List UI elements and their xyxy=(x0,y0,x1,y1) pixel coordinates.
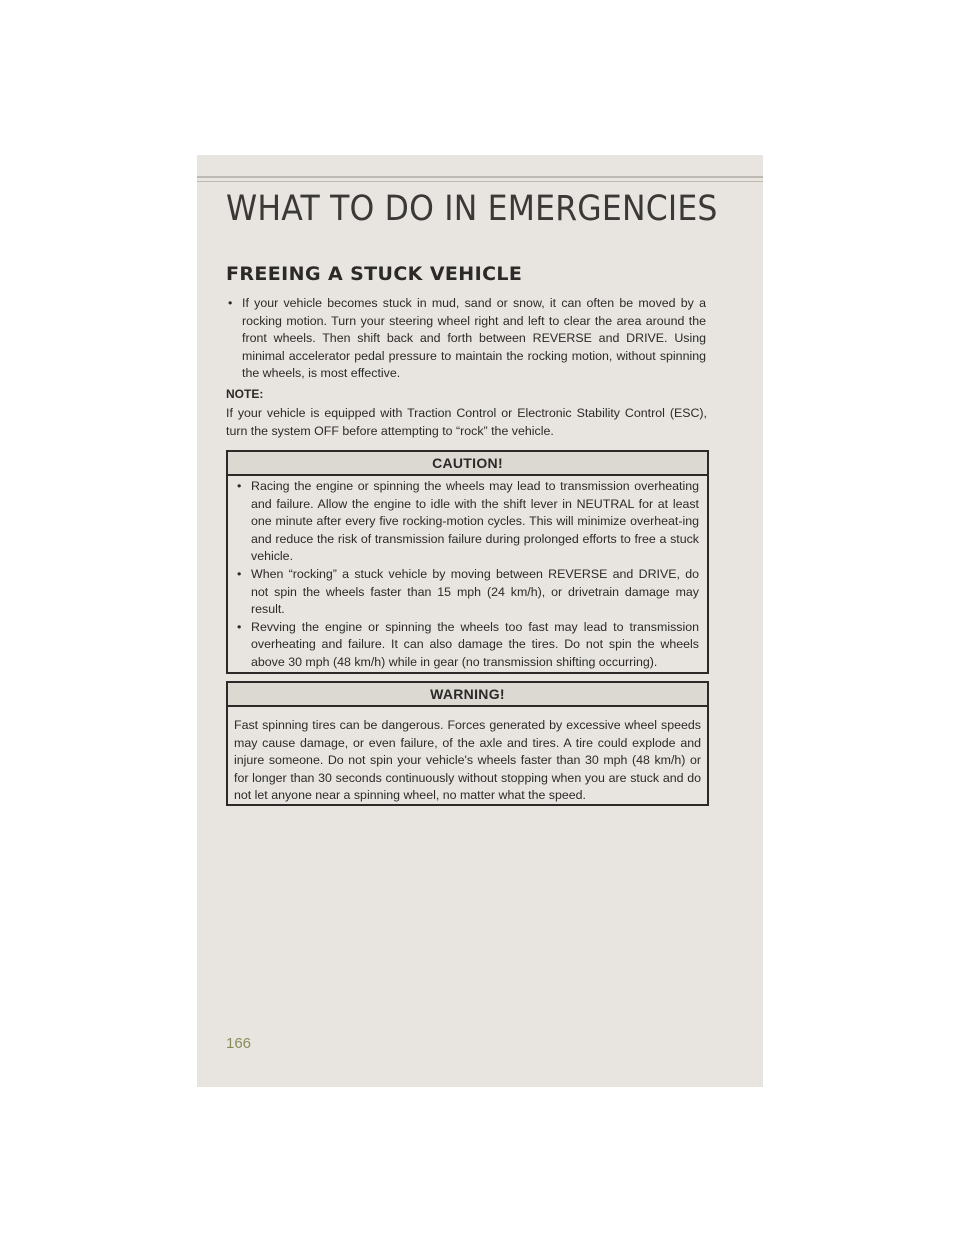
caution-item-text: When “rocking” a stuck vehicle by moving between REVERSE and DRIVE, do not spin the wheels faster than 15 mph (24 km/h), or drivetrain damage may result. xyxy=(251,566,699,617)
warning-title: WARNING! xyxy=(228,683,707,707)
warning-text: Fast spinning tires can be dangerous. Forces generated by excessive wheel speeds may cause damage, or even failure, of the axle and tires. A tire could explode and injure someone. Do not spin your vehicle's wheels faster than 30 mph (48 km/h) or for longer than 30 seconds continuously without stopping when you are stuck and do not let anyone near a spinning wheel, no matter what the speed. xyxy=(234,718,701,803)
list-item xyxy=(237,478,699,566)
section-heading: FREEING A STUCK VEHICLE xyxy=(226,263,523,285)
caution-item-text: Racing the engine or spinning the wheels may lead to transmission overheating and failure. Allow the engine to idle with the shift lever in NEUTRAL for at least one minute after every five rocking-motion cycles. This will minimize overheat-ing and reduce the risk of transmission failure during prolonged efforts to free a stuck vehicle. xyxy=(251,479,699,564)
caution-item-text: Revving the engine or spinning the wheels too fast may lead to transmission overheating and failure. It can also damage the tires. Do not spin the wheels above 30 mph (48 km/h) while in gear (no transmission shifting occurring). xyxy=(251,619,699,669)
bullet-text: If your vehicle becomes stuck in mud, sand or snow, it can often be moved by a rocking motion. Turn your steering wheel right and left to clear the area around the front wheels. Then shift back and forth between REVERSE and DRIVE. Using minimal accelerator pedal pressure to maintain the rocking motion, without spinning the wheels, is most effective. xyxy=(242,296,706,381)
caution-box xyxy=(226,450,709,674)
list-item xyxy=(228,295,706,383)
chapter-title: WHAT TO DO IN EMERGENCIES xyxy=(226,189,718,229)
note-text: If your vehicle is equipped with Traction Control or Electronic Stability Control (ESC), turn the system OFF before attempting to “rock” the vehicle. xyxy=(226,406,707,438)
header-rule-secondary xyxy=(197,181,763,182)
caution-list xyxy=(228,476,707,672)
bullet-icon: • xyxy=(237,479,242,493)
bullet-icon: • xyxy=(228,296,233,310)
bullet-icon: • xyxy=(237,566,242,581)
header-rule xyxy=(197,176,763,178)
page-number: 166 xyxy=(226,1035,252,1052)
manual-page xyxy=(197,155,763,1087)
bullet-icon: • xyxy=(237,619,242,634)
caution-title: CAUTION! xyxy=(228,452,707,476)
section-bullet-list xyxy=(228,295,706,383)
warning-box xyxy=(226,681,709,806)
note-label: NOTE: xyxy=(226,387,264,401)
list-item xyxy=(237,566,699,619)
list-item xyxy=(237,619,699,672)
